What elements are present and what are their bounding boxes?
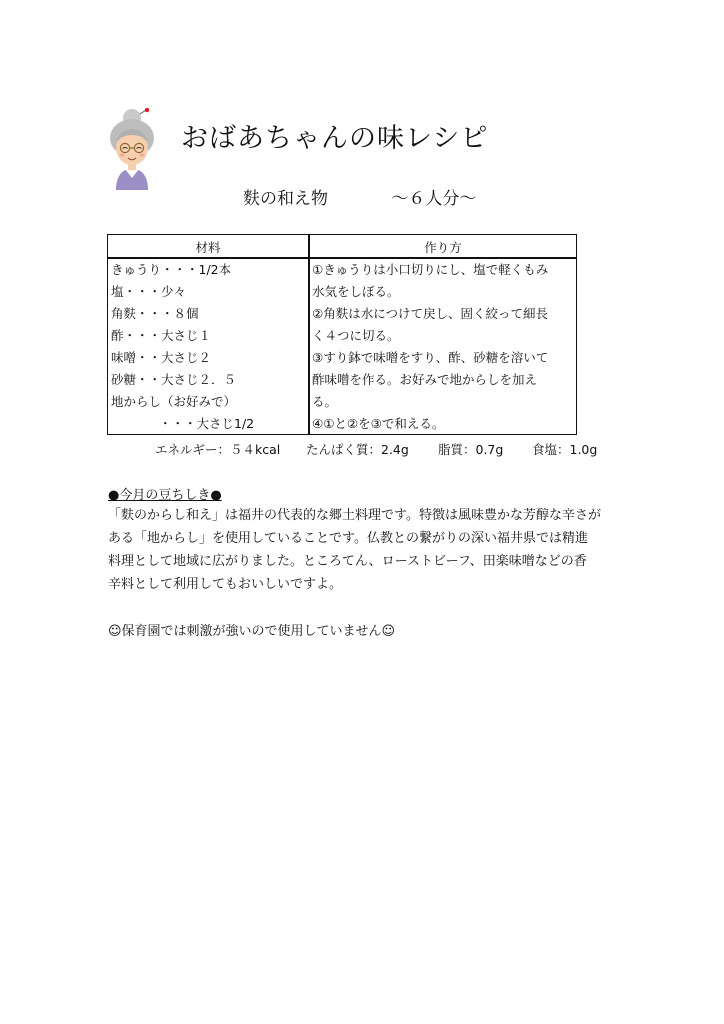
protein-value: たんぱく質：2.4g: [306, 442, 409, 457]
ingredient-item: 味噌・・大さじ２: [111, 350, 212, 365]
trivia-line: 「麩のからし和え」は福井の代表的な郷土料理です。特徴は風味豊かな芳醇な辛さが: [108, 508, 601, 523]
trivia-line: 料理として地域に広がりました。ところてん、ローストビーフ、田楽味噌などの香: [108, 554, 587, 569]
dish-heading: [243, 184, 476, 209]
serving-count: ～６人分～: [391, 189, 477, 209]
step-line: く４つに切る。: [312, 328, 400, 343]
ingredient-item: ・・・大さじ1/2: [159, 416, 255, 431]
nursery-note: ☺保育園では刺激が強いので使用していません☺: [108, 624, 396, 639]
grandma-illustration: [103, 108, 161, 190]
ingredients-list: [111, 259, 307, 435]
ingredient-item: 地からし（お好みで）: [111, 394, 237, 409]
salt-value: 食塩：1.0g: [532, 442, 598, 457]
trivia-text: [108, 504, 628, 596]
ingredient-item: 砂糖・・大さじ２．５: [111, 372, 237, 387]
energy-value: エネルギー：５４kcal: [155, 442, 281, 457]
recipe-table: [107, 234, 577, 435]
column-divider: [308, 235, 310, 434]
step-line: ③すり鉢で味噌をすり、酢、砂糖を溶いて: [312, 350, 549, 365]
trivia-line: 辛料として利用してもおいしいですよ。: [108, 577, 343, 592]
page-title: おばあちゃんの味レシピ: [181, 123, 489, 154]
ingredient-item: きゅうり・・・1/2本: [111, 262, 232, 277]
dish-name: 麩の和え物: [243, 189, 328, 209]
ingredient-item: 酢・・・大さじ１: [111, 328, 212, 343]
step-line: る。: [312, 394, 338, 409]
trivia-heading: ●今月の豆ちしき●: [108, 488, 222, 503]
steps-header: 作り方: [424, 240, 462, 255]
step-line: 水気をしぼる。: [312, 284, 400, 299]
steps-list: [312, 259, 574, 435]
step-line: ①きゅうりは小口切りにし、塩で軽くもみ: [312, 262, 549, 277]
step-line: 酢味噌を作る。お好みで地からしを加え: [312, 372, 538, 387]
trivia-line: ある「地からし」を使用していることです。仏教との繋がりの深い福井県では精進: [108, 531, 588, 546]
fat-value: 脂質：0.7g: [438, 442, 504, 457]
step-line: ②角麩は水につけて戻し、固く絞って細長: [312, 306, 548, 321]
ingredient-item: 角麩・・・８個: [111, 306, 199, 321]
ingredients-header: 材料: [195, 240, 221, 255]
ingredient-item: 塩・・・少々: [111, 284, 187, 299]
step-line: ④①と②を③で和える。: [312, 416, 445, 431]
